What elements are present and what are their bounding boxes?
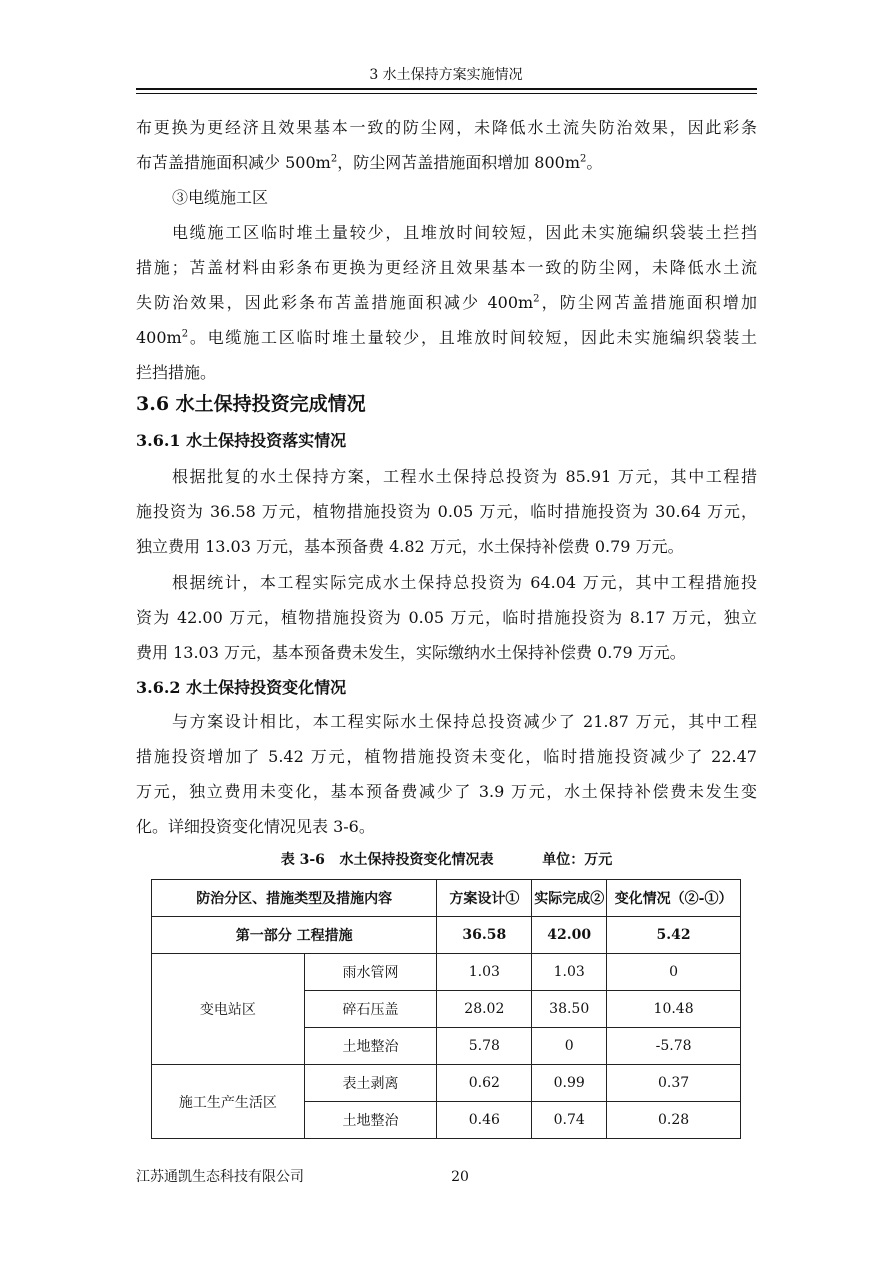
table-cell-zone: 变电站区 bbox=[152, 954, 305, 1065]
table-cell: 第一部分 工程措施 bbox=[152, 917, 437, 954]
paragraph-line: 费用 13.03 万元，基本预备费未发生，实际缴纳水土保持补偿费 0.79 万元。 bbox=[136, 643, 686, 662]
table-cell: 10.48 bbox=[607, 991, 741, 1028]
paragraph-line: $400m^2$。电缆施工区临时堆土量较少，且堆放时间较短，因此未实施编织袋装土 bbox=[136, 328, 757, 347]
table-cell: 5.78 bbox=[437, 1028, 532, 1065]
paragraph-line: 化。详细投资变化情况见表 3-6。 bbox=[136, 817, 375, 836]
table-cell: 雨水管网 bbox=[304, 954, 437, 991]
paragraph-line: 措施；苫盖材料由彩条布更换为更经济且效果基本一致的防尘网，未降低水土流 bbox=[136, 258, 757, 277]
subsection-heading-3-6-1: 3.6.1 水土保持投资落实情况 bbox=[136, 431, 347, 450]
table-cell-zone: 施工生产生活区 bbox=[152, 1065, 305, 1139]
table-cell: 42.00 bbox=[532, 917, 607, 954]
table-cell: 碎石压盖 bbox=[304, 991, 437, 1028]
table-header-row bbox=[152, 880, 741, 917]
table-cell: 表土剥离 bbox=[304, 1065, 437, 1102]
table-cell: 0.37 bbox=[607, 1065, 741, 1102]
table-row bbox=[152, 1065, 741, 1102]
paragraph-line: 措施投资增加了 5.42 万元，植物措施投资未变化，临时措施投资减少了 22.47 bbox=[136, 747, 757, 766]
section-heading-3-6: 3.6 水土保持投资完成情况 bbox=[136, 393, 366, 415]
table-row-part1 bbox=[152, 917, 741, 954]
table-cell: 土地整治 bbox=[304, 1028, 437, 1065]
table-cell: -5.78 bbox=[607, 1028, 741, 1065]
table-cell: 0.99 bbox=[532, 1065, 607, 1102]
subsection-heading-3-6-2: 3.6.2 水土保持投资变化情况 bbox=[136, 678, 347, 697]
table-header-cell: 实际完成② bbox=[532, 880, 607, 917]
paragraph-line: 施投资为 36.58 万元，植物措施投资为 0.05 万元，临时措施投资为 30.64 万元， bbox=[136, 502, 757, 521]
footer-company: 江苏通凯生态科技有限公司 bbox=[136, 1169, 304, 1185]
table-cell: 0.74 bbox=[532, 1102, 607, 1139]
table-row bbox=[152, 954, 741, 991]
table-cell: 0 bbox=[532, 1028, 607, 1065]
paragraph-line: 根据统计，本工程实际完成水土保持总投资为 64.04 万元，其中工程措施投 bbox=[172, 573, 757, 592]
table-cell: 土地整治 bbox=[304, 1102, 437, 1139]
paragraph-line: 独立费用 13.03 万元，基本预备费 4.82 万元，水土保持补偿费 0.79 万元。 bbox=[136, 537, 684, 556]
table-cell: 5.42 bbox=[607, 917, 741, 954]
table-header-cell: 变化情况（②-①） bbox=[607, 880, 741, 917]
table-cell: 36.58 bbox=[437, 917, 532, 954]
page-number: 20 bbox=[451, 1169, 469, 1185]
table-cell: 0.62 bbox=[437, 1065, 532, 1102]
list-item-cable-area: ③电缆施工区 bbox=[172, 188, 269, 207]
table-header-cell: 方案设计① bbox=[437, 880, 532, 917]
table-cell: 28.02 bbox=[437, 991, 532, 1028]
paragraph-line: 根据批复的水土保持方案，工程水土保持总投资为 85.91 万元，其中工程措 bbox=[172, 467, 757, 486]
paragraph-line: 电缆施工区临时堆土量较少，且堆放时间较短，因此未实施编织袋装土拦挡 bbox=[172, 223, 757, 242]
paragraph-line: 拦挡措施。 bbox=[136, 363, 217, 382]
table-cell: 0.28 bbox=[607, 1102, 741, 1139]
paragraph-line: 万元，独立费用未变化，基本预备费减少了 3.9 万元，水土保持补偿费未发生变 bbox=[136, 782, 757, 801]
running-header: 3 水土保持方案实施情况 bbox=[369, 67, 523, 83]
table-caption: 表 3-6 水土保持投资变化情况表 单位：万元 bbox=[280, 852, 613, 868]
header-rule-thin bbox=[136, 93, 757, 94]
table-cell: 0 bbox=[607, 954, 741, 991]
investment-change-table bbox=[151, 879, 741, 1139]
paragraph-line: 布苫盖措施面积减少 $500m^2$，防尘网苫盖措施面积增加 $800m^2$。 bbox=[136, 153, 603, 172]
table-cell: 0.46 bbox=[437, 1102, 532, 1139]
paragraph-line: 布更换为更经济且效果基本一致的防尘网，未降低水土流失防治效果，因此彩条 bbox=[136, 118, 757, 137]
paragraph-line: 与方案设计相比，本工程实际水土保持总投资减少了 21.87 万元，其中工程 bbox=[172, 712, 757, 731]
paragraph-line: 资为 42.00 万元，植物措施投资为 0.05 万元，临时措施投资为 8.17 万元，独立 bbox=[136, 608, 757, 627]
table-cell: 1.03 bbox=[532, 954, 607, 991]
paragraph-line: 失防治效果，因此彩条布苫盖措施面积减少 $400m^2$，防尘网苫盖措施面积增加 bbox=[136, 293, 757, 312]
table-cell: 1.03 bbox=[437, 954, 532, 991]
table-cell: 38.50 bbox=[532, 991, 607, 1028]
table-header-cell: 防治分区、措施类型及措施内容 bbox=[152, 880, 437, 917]
header-rule-thick bbox=[136, 88, 757, 90]
